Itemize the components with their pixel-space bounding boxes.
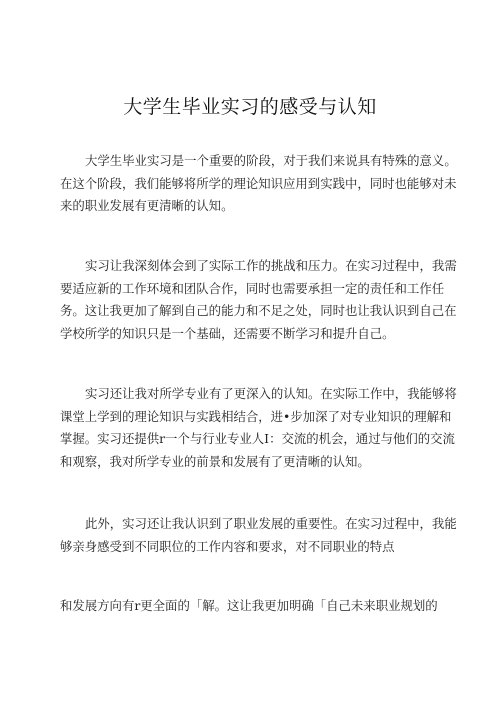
- paragraph-2: 实习让我深刻体会到了实际工作的挑战和压力。在实习过程中，我需要适应新的工作环境和团队合作，同时也需要承担一定的责任和工作任务。这让我更加了解到自己的能力和不足之处，同时也让我认识到自己在学校所学的知识只是一个基础，还需要不断学习和提升自己。: [60, 258, 457, 341]
- paragraph-3: 实习还让我对所学专业有了更深入的认知。在实际工作中，我能够将课堂上学到的理论知识与实践相结合，进•步加深了对专业知识的理解和掌握。实习还提供r一个与行业专业人I：交流的机会，通过与他们的交流和观察，我对所学专业的前景和发展有了更清晰的认知。: [60, 386, 457, 469]
- paragraph-5: 和发展方向有r更全面的「解。这让我更加明确「自己未来职业规划的: [60, 598, 438, 613]
- document-title: 大学生毕业实习的感受与认知: [123, 96, 377, 118]
- paragraph-1: 大学生毕业实习是一个重要的阶段，对于我们来说具有特殊的意义。在这个阶段，我们能够将所学的理论知识应用到实践中，同时也能够对未来的职业发展有更清晰的认知。: [60, 153, 457, 213]
- paragraph-4: 此外，实习还让我认识到了职业发展的重要性。在实习过程中，我能够亲身感受到不同职位的工作内容和要求，对不同职业的特点: [60, 516, 457, 554]
